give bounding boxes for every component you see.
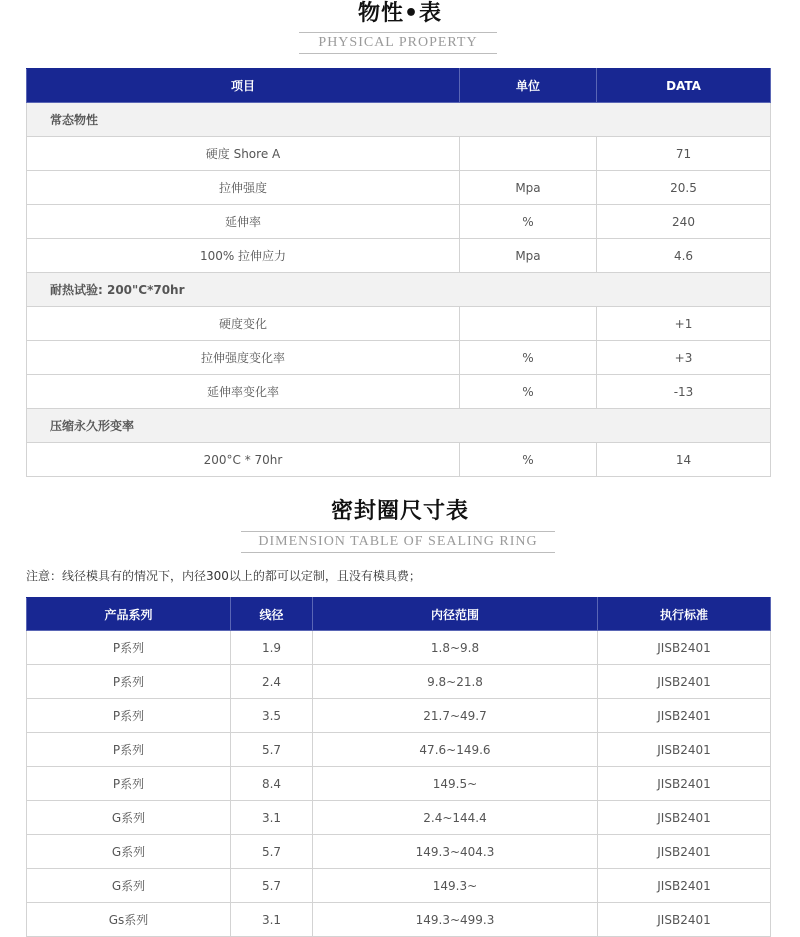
wire-diameter-cell: 5.7 bbox=[231, 835, 313, 869]
table-row bbox=[27, 307, 771, 341]
series-cell: G系列 bbox=[27, 801, 231, 835]
unit-cell: % bbox=[460, 205, 597, 239]
table-header-row bbox=[27, 598, 771, 631]
inner-diameter-cell: 149.3~499.3 bbox=[313, 903, 598, 937]
series-cell: Gs系列 bbox=[27, 903, 231, 937]
unit-cell: % bbox=[460, 375, 597, 409]
table-row bbox=[27, 137, 771, 171]
item-cell: 硬度 Shore A bbox=[27, 137, 460, 171]
series-cell: G系列 bbox=[27, 869, 231, 903]
wire-diameter-cell: 3.5 bbox=[231, 699, 313, 733]
value-cell: 240 bbox=[597, 205, 771, 239]
group-row bbox=[27, 273, 771, 307]
standard-cell: JISB2401 bbox=[598, 665, 771, 699]
wire-diameter-cell: 8.4 bbox=[231, 767, 313, 801]
table-row bbox=[27, 665, 771, 699]
table-row bbox=[27, 869, 771, 903]
wire-diameter-cell: 3.1 bbox=[231, 903, 313, 937]
value-cell: -13 bbox=[597, 375, 771, 409]
column-header-data: DATA bbox=[597, 69, 771, 103]
wire-diameter-cell: 5.7 bbox=[231, 869, 313, 903]
unit-cell bbox=[460, 137, 597, 171]
unit-cell: % bbox=[460, 443, 597, 477]
series-cell: P系列 bbox=[27, 767, 231, 801]
unit-cell: Mpa bbox=[460, 239, 597, 273]
item-cell: 延伸率 bbox=[27, 205, 460, 239]
table-row bbox=[27, 205, 771, 239]
column-header-wire-diameter: 线径 bbox=[231, 598, 313, 631]
group-label: 常态物性 bbox=[27, 103, 771, 137]
wire-diameter-cell: 3.1 bbox=[231, 801, 313, 835]
group-row bbox=[27, 103, 771, 137]
table-row bbox=[27, 835, 771, 869]
table-header-row bbox=[27, 69, 771, 103]
item-cell: 拉伸强度变化率 bbox=[27, 341, 460, 375]
standard-cell: JISB2401 bbox=[598, 869, 771, 903]
series-cell: G系列 bbox=[27, 835, 231, 869]
table-row bbox=[27, 733, 771, 767]
physical-property-subtitle: PHYSICAL PROPERTY bbox=[299, 32, 497, 54]
table-row bbox=[27, 171, 771, 205]
standard-cell: JISB2401 bbox=[598, 801, 771, 835]
series-cell: P系列 bbox=[27, 631, 231, 665]
standard-cell: JISB2401 bbox=[598, 835, 771, 869]
table-row bbox=[27, 375, 771, 409]
table-row bbox=[27, 631, 771, 665]
item-cell: 200°C * 70hr bbox=[27, 443, 460, 477]
column-header-series: 产品系列 bbox=[27, 598, 231, 631]
table-row bbox=[27, 903, 771, 937]
wire-diameter-cell: 5.7 bbox=[231, 733, 313, 767]
series-cell: P系列 bbox=[27, 733, 231, 767]
value-cell: 71 bbox=[597, 137, 771, 171]
standard-cell: JISB2401 bbox=[598, 903, 771, 937]
sealing-ring-table bbox=[26, 597, 771, 937]
group-label: 耐热试验: 200"C*70hr bbox=[27, 273, 771, 307]
standard-cell: JISB2401 bbox=[598, 733, 771, 767]
column-header-inner-diameter: 内径范围 bbox=[313, 598, 598, 631]
item-cell: 100% 拉伸应力 bbox=[27, 239, 460, 273]
unit-cell bbox=[460, 307, 597, 341]
standard-cell: JISB2401 bbox=[598, 699, 771, 733]
table-row bbox=[27, 341, 771, 375]
standard-cell: JISB2401 bbox=[598, 631, 771, 665]
unit-cell: % bbox=[460, 341, 597, 375]
standard-cell: JISB2401 bbox=[598, 767, 771, 801]
inner-diameter-cell: 9.8~21.8 bbox=[313, 665, 598, 699]
column-header-unit: 单位 bbox=[460, 69, 597, 103]
value-cell: 14 bbox=[597, 443, 771, 477]
group-row bbox=[27, 409, 771, 443]
value-cell: 20.5 bbox=[597, 171, 771, 205]
value-cell: +1 bbox=[597, 307, 771, 341]
item-cell: 硬度变化 bbox=[27, 307, 460, 341]
sealing-ring-subtitle: DIMENSION TABLE OF SEALING RING bbox=[241, 531, 555, 553]
value-cell: +3 bbox=[597, 341, 771, 375]
table-row bbox=[27, 699, 771, 733]
table-row bbox=[27, 767, 771, 801]
note-text: 注意：线径模具有的情况下，内径300以上的都可以定制，且没有模具费； bbox=[26, 569, 421, 583]
inner-diameter-cell: 149.5~ bbox=[313, 767, 598, 801]
table-row bbox=[27, 801, 771, 835]
value-cell: 4.6 bbox=[597, 239, 771, 273]
item-cell: 延伸率变化率 bbox=[27, 375, 460, 409]
group-label: 压缩永久形变率 bbox=[27, 409, 771, 443]
sealing-ring-title: 密封圈尺寸表 bbox=[330, 499, 469, 524]
wire-diameter-cell: 1.9 bbox=[231, 631, 313, 665]
item-cell: 拉伸强度 bbox=[27, 171, 460, 205]
table-row bbox=[27, 239, 771, 273]
inner-diameter-cell: 149.3~ bbox=[313, 869, 598, 903]
table-row bbox=[27, 443, 771, 477]
inner-diameter-cell: 2.4~144.4 bbox=[313, 801, 598, 835]
inner-diameter-cell: 21.7~49.7 bbox=[313, 699, 598, 733]
physical-property-title: 物性•表 bbox=[357, 1, 443, 26]
inner-diameter-cell: 1.8~9.8 bbox=[313, 631, 598, 665]
wire-diameter-cell: 2.4 bbox=[231, 665, 313, 699]
column-header-standard: 执行标准 bbox=[598, 598, 771, 631]
inner-diameter-cell: 47.6~149.6 bbox=[313, 733, 598, 767]
unit-cell: Mpa bbox=[460, 171, 597, 205]
series-cell: P系列 bbox=[27, 699, 231, 733]
series-cell: P系列 bbox=[27, 665, 231, 699]
physical-property-table bbox=[26, 68, 771, 477]
column-header-item: 项目 bbox=[27, 69, 460, 103]
inner-diameter-cell: 149.3~404.3 bbox=[313, 835, 598, 869]
